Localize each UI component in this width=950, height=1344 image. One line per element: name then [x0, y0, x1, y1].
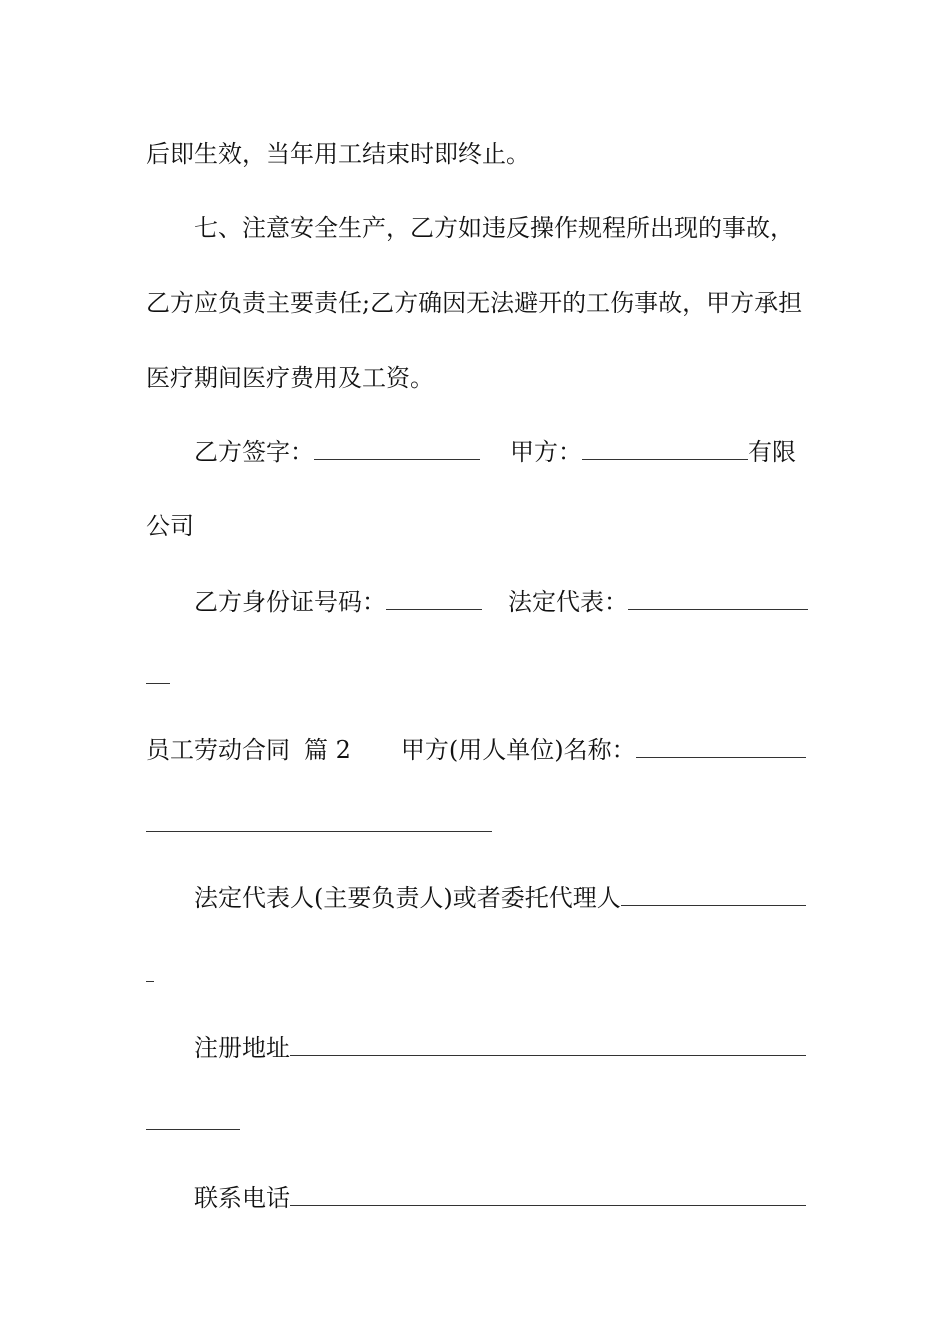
clause-seven-line-3: 医疗期间医疗费用及工资。	[146, 364, 434, 392]
registered-address-line	[194, 1032, 806, 1064]
phone-blank	[290, 1183, 806, 1206]
legal-rep-blank	[628, 587, 808, 610]
legal-rep-or-agent-blank-cont	[146, 958, 806, 990]
legal-rep-label: 法定代表：	[508, 588, 628, 616]
registered-address-label: 注册地址	[194, 1034, 290, 1062]
id-number-line	[194, 586, 806, 618]
company-suffix-cont: 公司	[146, 512, 194, 540]
phone-line	[194, 1182, 806, 1214]
legal-rep-blank-cont	[146, 660, 806, 692]
clause-seven-line-2: 乙方应负责主要责任;乙方确因无法避开的工伤事故，甲方承担	[146, 289, 803, 317]
company-suffix: 有限	[748, 438, 796, 466]
party-a-name-blank-cont	[146, 808, 806, 840]
party-a-name-label: 甲方(用人单位)名称：	[400, 736, 636, 764]
party-a-label: 甲方：	[510, 438, 582, 466]
section-title: 员工劳动合同	[146, 736, 290, 764]
registered-address-blank	[290, 1033, 806, 1056]
section-number: 篇 2	[304, 736, 351, 764]
legal-rep-or-agent-blank	[621, 883, 806, 906]
party-b-signature-blank	[314, 437, 480, 460]
signature-line	[194, 436, 806, 468]
legal-rep-or-agent-line	[194, 882, 806, 914]
paragraph-line: 后即生效，当年用工结束时即终止。	[146, 140, 530, 168]
contract-2-header-line	[146, 734, 806, 766]
clause-seven-line-1: 七、注意安全生产，乙方如违反操作规程所出现的事故，	[194, 214, 794, 242]
phone-label: 联系电话	[194, 1184, 290, 1212]
party-b-signature-label: 乙方签字：	[194, 438, 314, 466]
party-a-name-blank	[636, 735, 806, 758]
party-b-id-label: 乙方身份证号码：	[194, 588, 386, 616]
party-b-id-blank	[386, 587, 482, 610]
party-a-company-blank	[582, 437, 748, 460]
legal-rep-or-agent-label: 法定代表人(主要负责人)或者委托代理人	[194, 884, 621, 912]
registered-address-blank-cont	[146, 1106, 806, 1138]
